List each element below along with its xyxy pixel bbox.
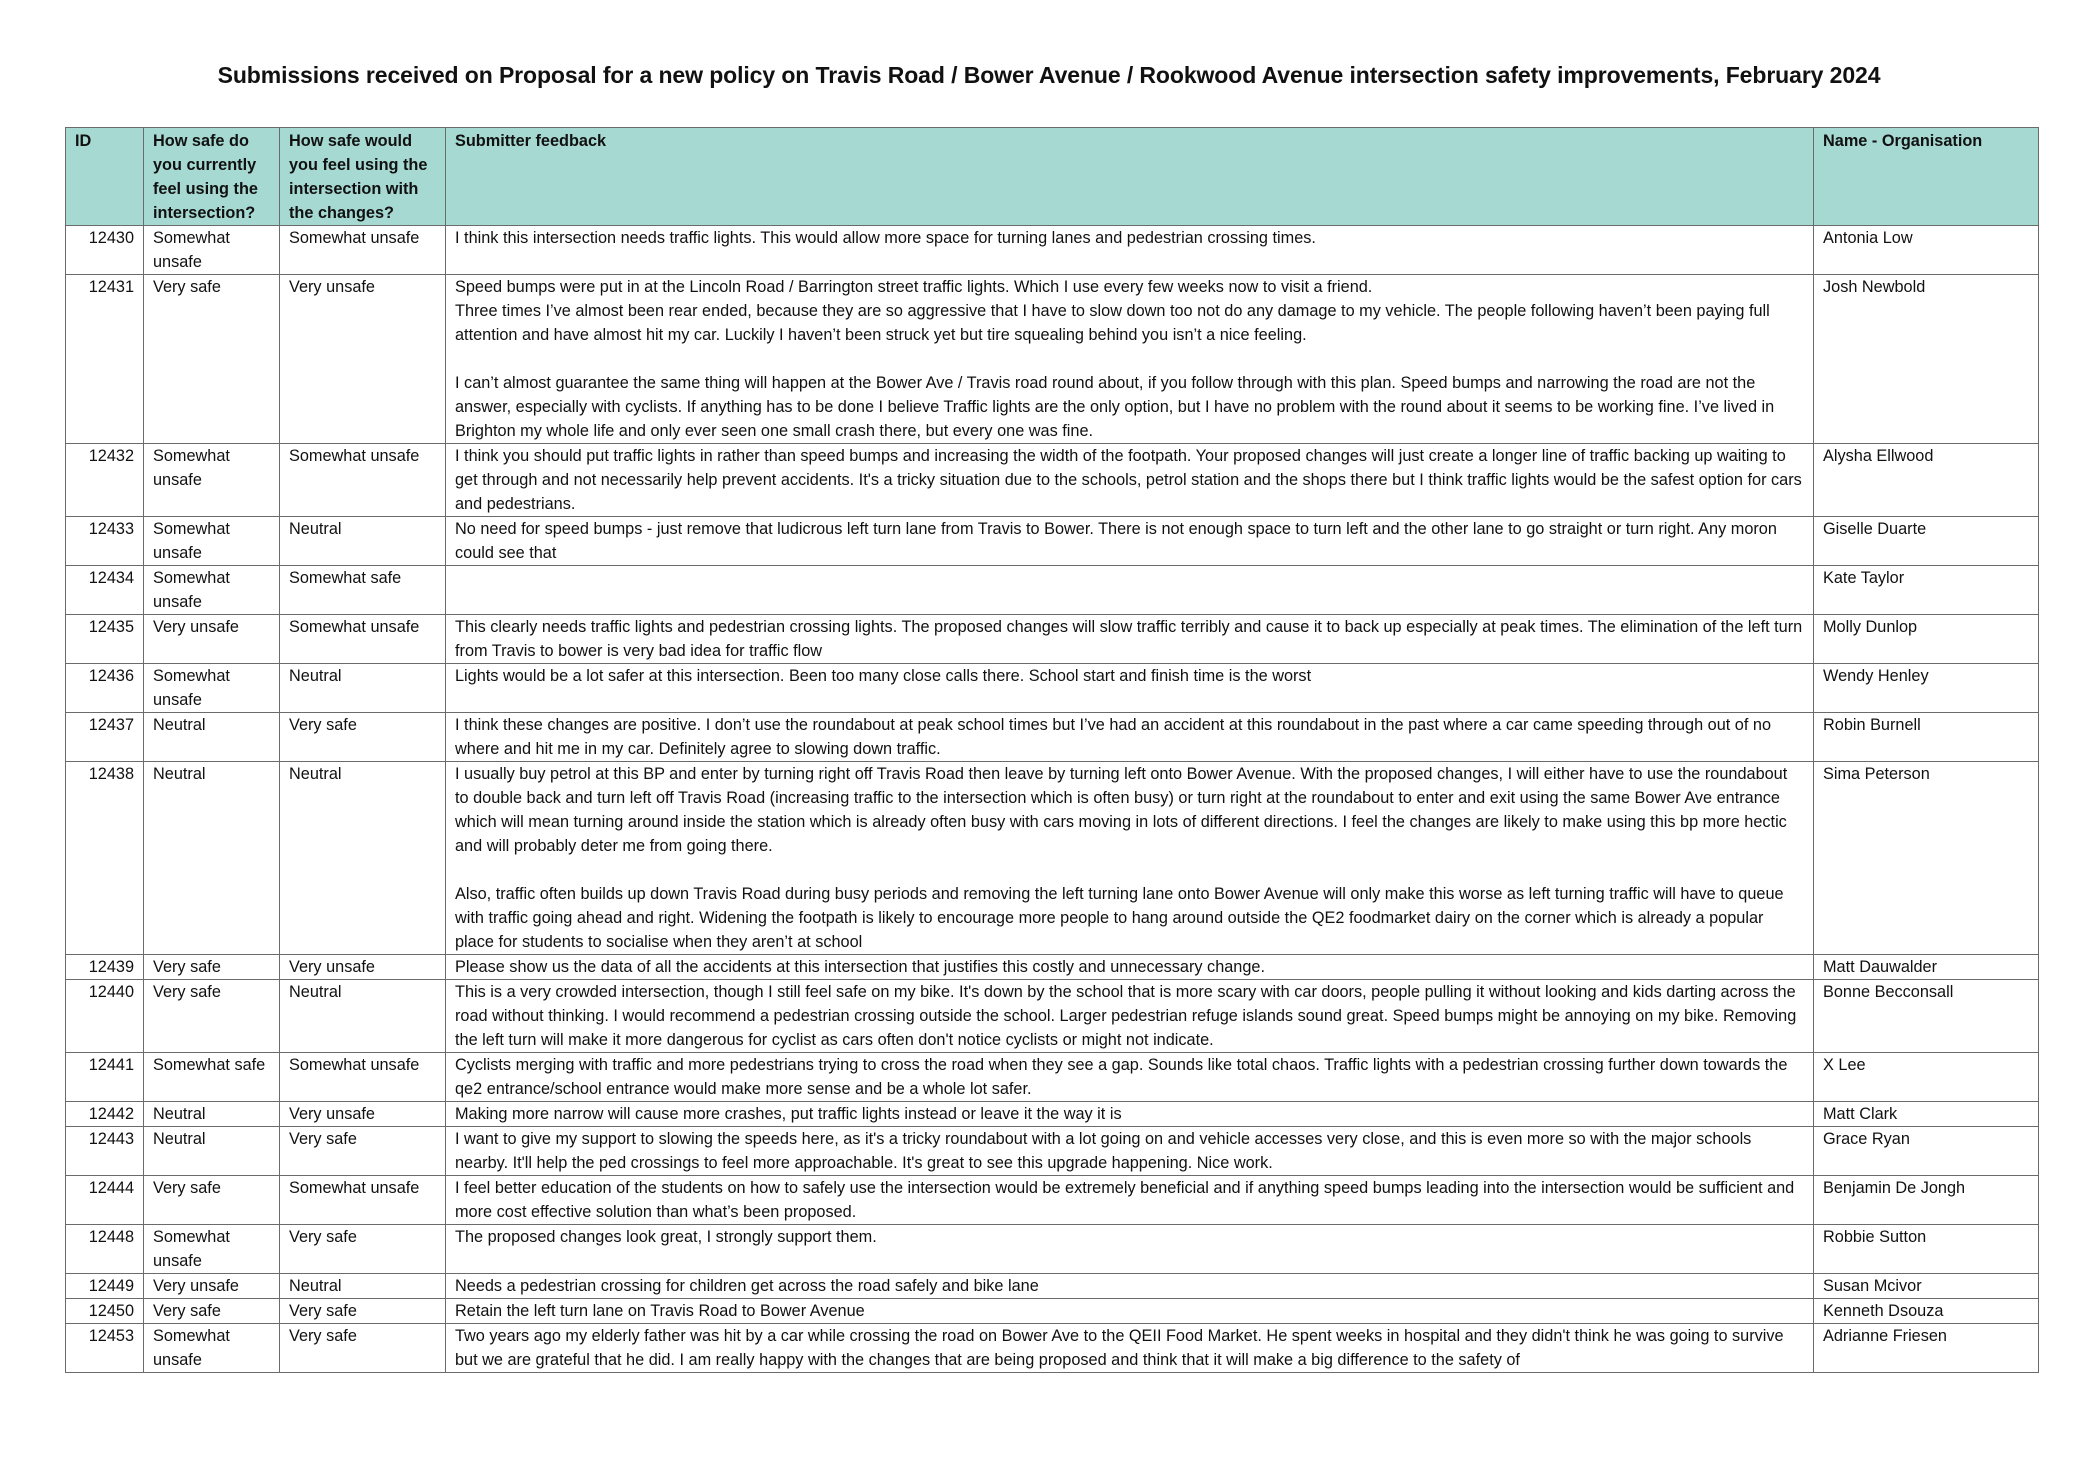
submitter-feedback — [446, 1324, 1814, 1373]
changes-safety: Very unsafe — [280, 275, 446, 444]
changes-safety: Somewhat unsafe — [280, 1176, 446, 1225]
submission-id: 12440 — [66, 980, 144, 1053]
name-organisation: Robin Burnell — [1814, 713, 2039, 762]
name-organisation: Robbie Sutton — [1814, 1225, 2039, 1274]
submitter-feedback — [446, 226, 1814, 275]
paragraph-gap — [455, 347, 1804, 371]
submitter-feedback — [446, 1225, 1814, 1274]
submitter-feedback — [446, 275, 1814, 444]
header-id: ID — [66, 128, 144, 226]
changes-safety: Neutral — [280, 517, 446, 566]
submitter-feedback — [446, 615, 1814, 664]
submission-id: 12453 — [66, 1324, 144, 1373]
submission-id: 12436 — [66, 664, 144, 713]
name-organisation: Molly Dunlop — [1814, 615, 2039, 664]
table-row — [66, 713, 2039, 762]
header-changes-safety: How safe would you feel using the intersection with the changes? — [280, 128, 446, 226]
changes-safety: Somewhat unsafe — [280, 226, 446, 275]
table-row — [66, 226, 2039, 275]
submitter-feedback — [446, 1176, 1814, 1225]
current-safety: Very unsafe — [144, 615, 280, 664]
changes-safety: Very unsafe — [280, 955, 446, 980]
table-row — [66, 566, 2039, 615]
name-organisation: Matt Clark — [1814, 1102, 2039, 1127]
submitter-feedback — [446, 1299, 1814, 1324]
submission-id: 12430 — [66, 226, 144, 275]
submission-id: 12432 — [66, 444, 144, 517]
changes-safety: Neutral — [280, 1274, 446, 1299]
current-safety: Somewhat unsafe — [144, 566, 280, 615]
current-safety: Very safe — [144, 275, 280, 444]
header-row — [66, 128, 2039, 226]
feedback-paragraph: No need for speed bumps - just remove that ludicrous left turn lane from Travis to Bower. There is not enough space to turn left and the other lane to go straight or turn right. Any moron could see that — [455, 520, 1777, 562]
current-safety: Neutral — [144, 762, 280, 955]
submitter-feedback — [446, 762, 1814, 955]
feedback-paragraph: This clearly needs traffic lights and pedestrian crossing lights. The proposed changes will slow traffic terribly and cause it to back up especially at peak times. The elimination of the left turn from Travis to bower is very bad idea for traffic flow — [455, 618, 1803, 660]
submission-id: 12441 — [66, 1053, 144, 1102]
feedback-paragraph: Making more narrow will cause more crashes, put traffic lights instead or leave it the way it is — [455, 1105, 1122, 1123]
current-safety: Neutral — [144, 1102, 280, 1127]
submission-id: 12449 — [66, 1274, 144, 1299]
changes-safety: Neutral — [280, 762, 446, 955]
submission-id: 12450 — [66, 1299, 144, 1324]
name-organisation: Susan Mcivor — [1814, 1274, 2039, 1299]
submissions-table — [65, 127, 2039, 1373]
name-organisation: Kate Taylor — [1814, 566, 2039, 615]
current-safety: Somewhat unsafe — [144, 1225, 280, 1274]
name-organisation: Adrianne Friesen — [1814, 1324, 2039, 1373]
submitter-feedback — [446, 664, 1814, 713]
name-organisation: Antonia Low — [1814, 226, 2039, 275]
submission-id: 12439 — [66, 955, 144, 980]
submitter-feedback — [446, 1274, 1814, 1299]
current-safety: Very safe — [144, 955, 280, 980]
feedback-paragraph: Cyclists merging with traffic and more pedestrians trying to cross the road when they see a gap. Sounds like total chaos. Traffic lights with a pedestrian crossing further down towards the qe2 entrance/school entrance would make more sense and be a whole lot safer. — [455, 1056, 1788, 1098]
submitter-feedback — [446, 1102, 1814, 1127]
feedback-paragraph: I think you should put traffic lights in rather than speed bumps and increasing the width of the footpath. Your proposed changes will just create a longer line of traffic backing up waiting to get through and not necessarily help prevent accidents. It's a tricky situation due to the schools, petrol station and the shops there but I think traffic lights would be the safest option for cars and pedestrians. — [455, 447, 1802, 513]
table-body — [66, 226, 2039, 1373]
table-row — [66, 980, 2039, 1053]
table-row — [66, 955, 2039, 980]
submission-id: 12437 — [66, 713, 144, 762]
header-current-safety: How safe do you currently feel using the intersection? — [144, 128, 280, 226]
feedback-paragraph: Retain the left turn lane on Travis Road to Bower Avenue — [455, 1302, 865, 1320]
changes-safety: Very safe — [280, 1324, 446, 1373]
feedback-paragraph: This is a very crowded intersection, though I still feel safe on my bike. It's down by the school that is more scary with car doors, people pulling it without looking and kids darting across the road without thinking. I would recommend a pedestrian crossing outside the school. Larger pedestrian refuge islands sound great. Speed bumps might be annoying on my bike. Removing the left turn will make it more dangerous for cyclist as cars often don't notice cyclists or might not indicate. — [455, 983, 1797, 1049]
table-row — [66, 444, 2039, 517]
feedback-paragraph: The proposed changes look great, I strongly support them. — [455, 1228, 877, 1246]
document-title: Submissions received on Proposal for a new policy on Travis Road / Bower Avenue / Rookwood Avenue intersection safety improvements, February 2024 — [217, 62, 1881, 88]
current-safety: Somewhat unsafe — [144, 444, 280, 517]
header-feedback: Submitter feedback — [446, 128, 1814, 226]
changes-safety: Very safe — [280, 1299, 446, 1324]
feedback-paragraph: I can’t almost guarantee the same thing will happen at the Bower Ave / Travis road round about, if you follow through with this plan. Speed bumps and narrowing the road are not the answer, especially with cyclists. If anything has to be done I believe Traffic lights are the only option, but I have no problem with the round about it seems to be working fine. I’ve lived in Brighton my whole life and only ever seen one small crash there, but every one was fine. — [455, 374, 1775, 440]
table-row — [66, 1324, 2039, 1373]
submitter-feedback — [446, 566, 1814, 615]
name-organisation: Kenneth Dsouza — [1814, 1299, 2039, 1324]
submission-id: 12438 — [66, 762, 144, 955]
name-organisation: X Lee — [1814, 1053, 2039, 1102]
table-row — [66, 1053, 2039, 1102]
name-organisation: Sima Peterson — [1814, 762, 2039, 955]
submission-id: 12431 — [66, 275, 144, 444]
changes-safety: Very safe — [280, 1127, 446, 1176]
submission-id: 12434 — [66, 566, 144, 615]
table-row — [66, 664, 2039, 713]
header-name-organisation: Name - Organisation — [1814, 128, 2039, 226]
submission-id: 12442 — [66, 1102, 144, 1127]
feedback-paragraph: Two years ago my elderly father was hit by a car while crossing the road on Bower Ave to the QEII Food Market. He spent weeks in hospital and they didn't think he was going to survive but we are grateful that he did. I am really happy with the changes that are being proposed and think that it will make a big difference to the safety of — [455, 1327, 1784, 1369]
submission-id: 12433 — [66, 517, 144, 566]
paragraph-gap — [455, 858, 1804, 882]
submission-id: 12448 — [66, 1225, 144, 1274]
table-row — [66, 1102, 2039, 1127]
changes-safety: Somewhat unsafe — [280, 615, 446, 664]
current-safety: Neutral — [144, 1127, 280, 1176]
current-safety: Somewhat safe — [144, 1053, 280, 1102]
feedback-paragraph: Needs a pedestrian crossing for children get across the road safely and bike lane — [455, 1277, 1039, 1295]
submitter-feedback — [446, 980, 1814, 1053]
feedback-paragraph: I think this intersection needs traffic lights. This would allow more space for turning lanes and pedestrian crossing times. — [455, 229, 1316, 247]
submitter-feedback — [446, 955, 1814, 980]
submitter-feedback — [446, 1053, 1814, 1102]
changes-safety: Very unsafe — [280, 1102, 446, 1127]
name-organisation: Matt Dauwalder — [1814, 955, 2039, 980]
current-safety: Very safe — [144, 1176, 280, 1225]
submitter-feedback — [446, 713, 1814, 762]
submission-id: 12444 — [66, 1176, 144, 1225]
feedback-paragraph: Lights would be a lot safer at this intersection. Been too many close calls there. School start and finish time is the worst — [455, 667, 1312, 685]
table-row — [66, 1176, 2039, 1225]
current-safety: Very safe — [144, 1299, 280, 1324]
changes-safety: Very safe — [280, 1225, 446, 1274]
feedback-paragraph: Also, traffic often builds up down Travis Road during busy periods and removing the left turning lane onto Bower Avenue will only make this worse as left turning traffic will have to queue with traffic going ahead and right. Widening the footpath is likely to encourage more people to hang around outside the QE2 foodmarket dairy on the corner which is already a popular place for students to socialise when they aren’t at school — [455, 885, 1784, 951]
table-row — [66, 275, 2039, 444]
current-safety: Somewhat unsafe — [144, 226, 280, 275]
name-organisation: Bonne Becconsall — [1814, 980, 2039, 1053]
table-header — [66, 128, 2039, 226]
table-row — [66, 517, 2039, 566]
current-safety: Somewhat unsafe — [144, 517, 280, 566]
feedback-paragraph: Three times I’ve almost been rear ended, because they are so aggressive that I have to slow down too not do any damage to my vehicle. The people following haven’t been paying full attention and have almost hit my car. Luckily I haven’t been struck yet but tire squealing behind you isn’t a nice feeling. — [455, 302, 1770, 344]
name-organisation: Grace Ryan — [1814, 1127, 2039, 1176]
table-row — [66, 615, 2039, 664]
changes-safety: Somewhat unsafe — [280, 1053, 446, 1102]
feedback-paragraph: Please show us the data of all the accidents at this intersection that justifies this costly and unnecessary change. — [455, 958, 1266, 976]
submitter-feedback — [446, 444, 1814, 517]
table-row — [66, 1274, 2039, 1299]
current-safety: Somewhat unsafe — [144, 664, 280, 713]
name-organisation: Benjamin De Jongh — [1814, 1176, 2039, 1225]
table-row — [66, 762, 2039, 955]
feedback-paragraph: I think these changes are positive. I don’t use the roundabout at peak school times but I’ve had an accident at this roundabout in the past where a car came speeding through out of no where and hit me in my car. Definitely agree to slowing down traffic. — [455, 716, 1772, 758]
submitter-feedback — [446, 517, 1814, 566]
table-row — [66, 1127, 2039, 1176]
submission-id: 12435 — [66, 615, 144, 664]
changes-safety: Somewhat unsafe — [280, 444, 446, 517]
changes-safety: Very safe — [280, 713, 446, 762]
name-organisation: Josh Newbold — [1814, 275, 2039, 444]
changes-safety: Somewhat safe — [280, 566, 446, 615]
name-organisation: Giselle Duarte — [1814, 517, 2039, 566]
table-row — [66, 1299, 2039, 1324]
submission-id: 12443 — [66, 1127, 144, 1176]
name-organisation: Alysha Ellwood — [1814, 444, 2039, 517]
current-safety: Very unsafe — [144, 1274, 280, 1299]
current-safety: Neutral — [144, 713, 280, 762]
submitter-feedback — [446, 1127, 1814, 1176]
feedback-paragraph: I feel better education of the students on how to safely use the intersection would be extremely beneficial and if anything speed bumps leading into the intersection would be sufficient and more cost effective solution than what’s been proposed. — [455, 1179, 1795, 1221]
current-safety: Somewhat unsafe — [144, 1324, 280, 1373]
changes-safety: Neutral — [280, 664, 446, 713]
feedback-paragraph: I want to give my support to slowing the speeds here, as it's a tricky roundabout with a lot going on and vehicle accesses very close, and this is even more so with the major schools nearby. It'll help the ped crossings to feel more approachable. It's great to see this upgrade happening. Nice work. — [455, 1130, 1752, 1172]
changes-safety: Neutral — [280, 980, 446, 1053]
current-safety: Very safe — [144, 980, 280, 1053]
feedback-paragraph: I usually buy petrol at this BP and enter by turning right off Travis Road then leave by turning left onto Bower Avenue. With the proposed changes, I will either have to use the roundabout to double back and turn left off Travis Road (increasing traffic to the intersection which is often busy) or turn right at the roundabout to enter and exit using the same Bower Ave entrance which will mean turning around inside the station which is already often busy with cars moving in lots of different directions. I feel the changes are likely to make using this bp more hectic and will probably deter me from going there. — [455, 765, 1788, 855]
feedback-paragraph: Speed bumps were put in at the Lincoln Road / Barrington street traffic lights. Which I use every few weeks now to visit a friend. — [455, 278, 1373, 296]
name-organisation: Wendy Henley — [1814, 664, 2039, 713]
table-row — [66, 1225, 2039, 1274]
